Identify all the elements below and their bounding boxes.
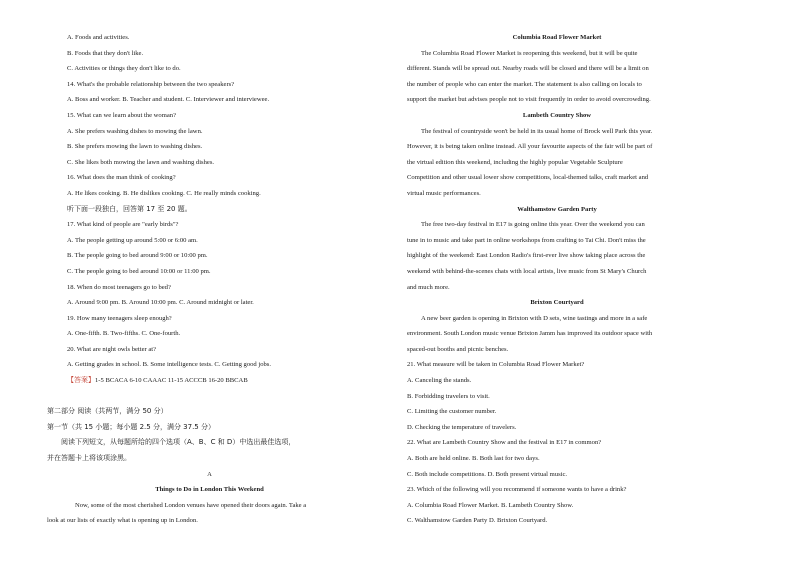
answer-key [67,373,352,389]
walthamstow-line-5: and much more. [407,283,450,291]
q20-options: A. Getting grades in school. B. Some intelligence tests. C. Getting good jobs. [67,361,272,369]
columbia-line-3: the number of people who can enter the market. The statement is also calling on locals to [407,80,642,88]
q15-option-a: A. She prefers washing dishes to mowing the lawn. [67,127,203,135]
monologue-instruction: 听下面一段独白，回答第 17 至 20 题。 [67,204,192,213]
columbia-line-4: support the market but advises people not to visit frequently in order to avoid overcrowding. [407,96,651,104]
q15-question: 15. What can we learn about the woman? [67,111,176,119]
q18-options: A. Around 9:00 pm. B. Around 10:00 pm. C. Around midnight or later. [67,299,254,307]
answer-label: 【答案】 [67,376,95,385]
passage-intro-1: Now, some of the most cherished London venues have opened their doors again. Take a [75,501,307,509]
q23-question: 23. Which of the following will you recommend if someone wants to have a drink? [407,486,627,494]
brixton-line-1: A new beer garden is opening in Brixton with D sets, wine tastings and more in a safe [421,314,648,322]
q14-question: 14. What's the probable relationship between the two speakers? [67,80,235,88]
section-title-walthamstow: Walthamstow Garden Party [517,205,597,213]
q14-options: A. Boss and worker. B. Teacher and student. C. Interviewer and interviewee. [67,96,270,104]
walthamstow-line-1: The free two-day festival in E17 is going online this year. Over the weekend you can [421,221,645,229]
q23-options-cd: C. Walthamstow Garden Party D. Brixton Courtyard. [407,517,548,525]
q19-options: A. One-fifth. B. Two-fifths. C. One-fourth. [67,330,181,338]
q21-option-b: B. Forbidding travelers to visit. [407,392,490,400]
q20-question: 20. What are night owls better at? [67,345,157,353]
q15-option-b: B. She prefers mowing the lawn to washing dishes. [67,143,203,151]
q22-question: 22. What are Lambeth Country Show and the festival in E17 in common? [407,439,602,447]
columbia-line-1: The Columbia Road Flower Market is reopening this weekend, but it will be quite [421,49,638,57]
q17-question: 17. What kind of people are "early birds"? [67,221,179,229]
left-column [47,30,352,529]
q16-question: 16. What does the man think of cooking? [67,174,176,182]
q21-option-d: D. Checking the temperature of travelers. [407,423,517,431]
q17-option-c: C. The people going to bed around 10:00 or 11:00 pm. [67,267,211,275]
passage-title: Things to Do in London This Weekend [155,486,264,494]
walthamstow-line-4: weekend with behind-the-scenes chats with local artists, live music from St Mary's Church [407,267,647,275]
walthamstow-line-2: tune in to music and take part in online workshops from crafting to Tai Chi. Don't miss the [407,236,646,244]
brixton-line-2: environment. South London music venue Brixton Jamm has improved its outdoor space with [407,330,653,338]
section-title-brixton: Brixton Courtyard [530,299,584,307]
columbia-line-2: different. Stands will be spread out. Nearby roads will be closed and there will be a limit on [407,65,649,73]
q17-option-a: A. The people getting up around 5:00 or 6:00 am. [67,236,198,244]
passage-letter: A [207,470,212,478]
q21-option-c: C. Limiting the customer number. [407,408,497,416]
part2-title: 第二部分 阅读（共两节，满分 50 分） [47,407,168,416]
q18-question: 18. When do most teenagers go to bed? [67,283,171,291]
q21-question: 21. What measure will be taken in Columbia Road Flower Market? [407,361,585,369]
q17-option-b: B. The people going to bed around 9:00 or 10:00 pm. [67,252,208,260]
q22-options-cd: C. Both include competitions. D. Both present virtual music. [407,470,568,478]
q22-options-ab: A. Both are held online. B. Both last for two days. [407,455,540,463]
lambeth-line-4: Competition and other usual lower show competitions, local-themed talks, craft market and [407,174,649,182]
q19-question: 19. How many teenagers sleep enough? [67,314,172,322]
q15-option-c: C. She likes both mowing the lawn and washing dishes. [67,158,215,166]
q13-option-c: C. Activities or things they don't like to do. [67,65,181,73]
section-title-lambeth: Lambeth Country Show [522,111,592,119]
lambeth-line-2: However, it is being taken online instead. All your favourite aspects of the fair will be part of [407,143,653,151]
q13-option-b: B. Foods that they don't like. [67,49,144,57]
section1-title: 第一节（共 15 小题；每小题 2.5 分，满分 37.5 分） [47,422,215,431]
lambeth-line-1: The festival of countryside won't be held in its usual home of Brock well Park this year. [421,127,653,135]
passage-intro-2: look at our lists of exactly what is opening up in London. [47,517,198,525]
walthamstow-line-3: highlight of the weekend: East London Radio's first-ever live show taking place across the [407,252,646,260]
q16-options: A. He likes cooking. B. He dislikes cooking. C. He really minds cooking. [67,189,261,197]
lambeth-line-5: virtual music performances. [407,189,481,197]
lambeth-line-3: the virtual edition this weekend, including the highly popular Vegetable Sculpture [407,158,623,166]
right-column [407,30,707,529]
q13-option-a: A. Foods and activities. [67,34,130,41]
answer-text: 1-5 BCACA 6-10 CAAAC 11-15 ACCCB 16-20 BBCAB [95,377,248,385]
q21-option-a: A. Canceling the stands. [407,377,472,385]
q23-options-ab: A. Columbia Road Flower Market. B. Lambeth Country Show. [407,501,574,509]
reading-instruction-1: 阅读下列短文，从每题所给的四个选项（A、B、C 和 D）中选出最佳选项， [61,438,296,447]
brixton-line-3: spaced-out booths and picnic benches. [407,345,509,353]
reading-instruction-2: 并在答题卡上将该项涂黑。 [47,454,131,463]
section-title-columbia: Columbia Road Flower Market [512,34,602,41]
